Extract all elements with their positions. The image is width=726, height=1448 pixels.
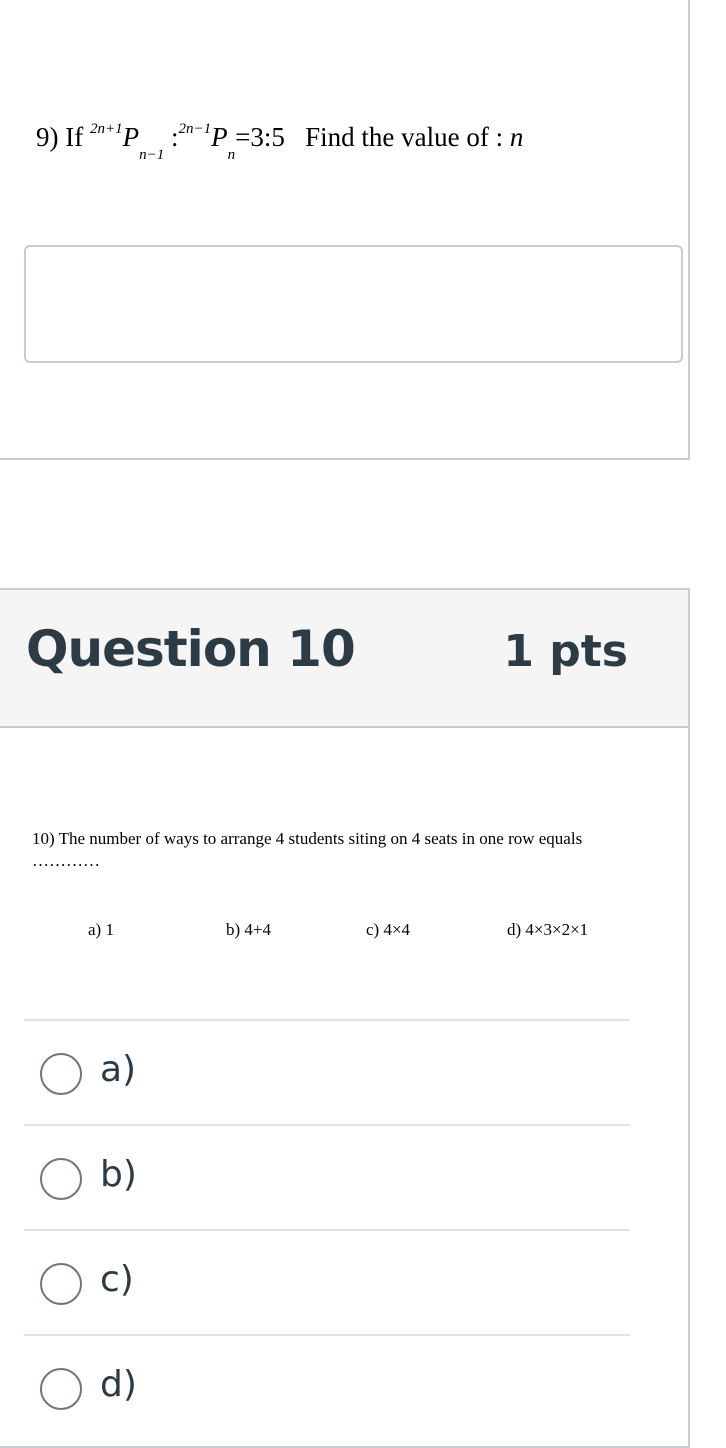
radio-a[interactable] xyxy=(40,1053,82,1095)
question-title: Question 10 xyxy=(26,620,355,678)
option-c-label: c) xyxy=(100,1259,134,1300)
question-9-text: 9) If $^{2n+1}P_{n-1}$ $:^{2n-1}P_n=3:5$ Find the value of : n xyxy=(36,121,524,163)
option-c[interactable] xyxy=(24,1229,630,1333)
radio-d[interactable] xyxy=(40,1368,82,1410)
superscript-2n-plus-1: 2n+1 xyxy=(89,121,123,137)
radio-c[interactable] xyxy=(40,1263,82,1305)
permutation-symbol: P xyxy=(211,122,228,152)
option-b[interactable] xyxy=(24,1124,630,1228)
answer-input[interactable] xyxy=(24,245,683,363)
choice-d-text: d) 4×3×2×1 xyxy=(507,920,589,939)
option-a-label: a) xyxy=(100,1049,137,1090)
choice-a-text: a) 1 xyxy=(88,920,114,939)
subscript-n-minus-1: n−1 xyxy=(139,147,165,163)
question-9-card xyxy=(0,0,690,460)
choice-b-text: b) 4+4 xyxy=(226,920,271,939)
option-d-label: d) xyxy=(100,1364,137,1405)
option-a[interactable] xyxy=(24,1019,630,1123)
permutation-symbol: P xyxy=(122,122,140,152)
question-points: 1 pts xyxy=(503,626,628,677)
option-b-label: b) xyxy=(100,1154,137,1195)
subscript-n: n xyxy=(227,147,236,163)
question-10-card xyxy=(0,588,690,1448)
choice-c-text: c) 4×4 xyxy=(366,920,411,939)
option-d[interactable] xyxy=(24,1334,630,1438)
question-header xyxy=(0,590,688,728)
question-10-text: 10) The number of ways to arrange 4 students siting on 4 seats in one row equals ………… xyxy=(32,829,583,870)
radio-b[interactable] xyxy=(40,1158,82,1200)
superscript-2n-minus-1: 2n−1 xyxy=(178,121,212,137)
